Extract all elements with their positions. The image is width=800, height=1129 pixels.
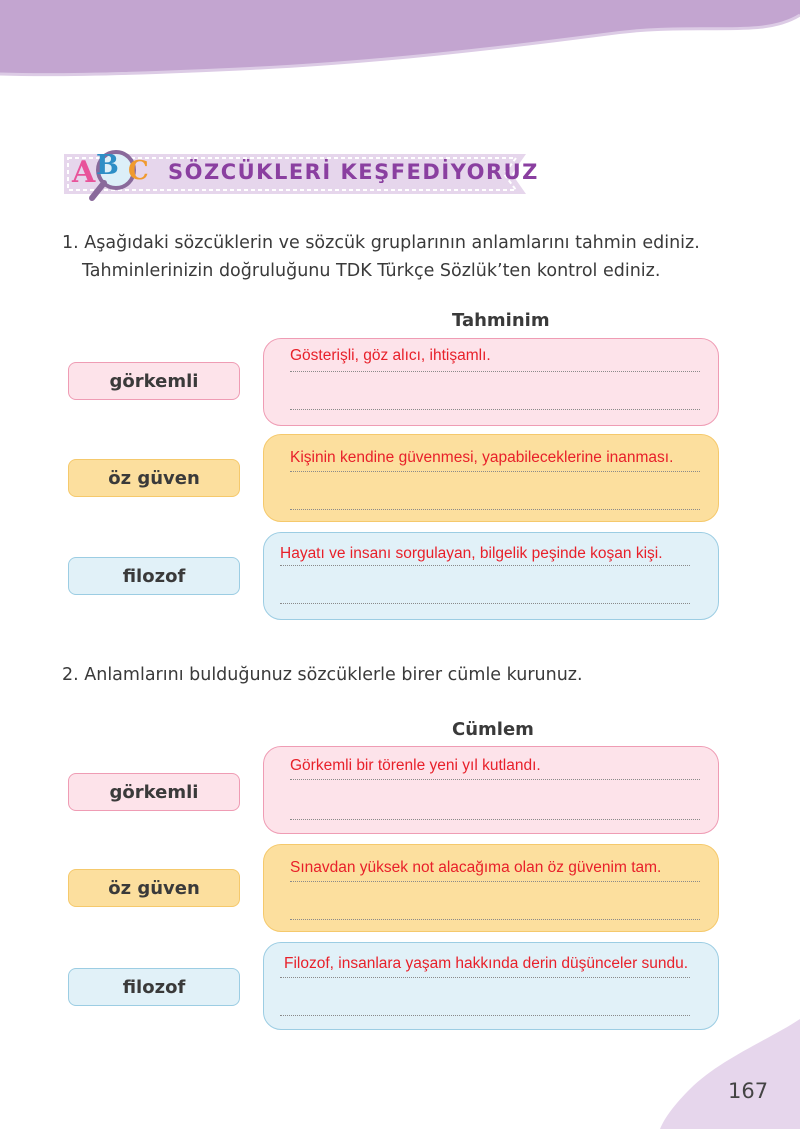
- dotted-line: [290, 819, 700, 820]
- logo-letter-b: B: [96, 150, 119, 181]
- sentence-text: Sınavdan yüksek not alacağıma olan öz güvenim tam.: [290, 859, 662, 876]
- dotted-line: [290, 779, 700, 780]
- logo-letter-a: A: [72, 155, 96, 190]
- word-tag-oz-guven: öz güven: [68, 459, 240, 497]
- dotted-line: [280, 1015, 690, 1016]
- sentence-text: Filozof, insanlara yaşam hakkında derin düşünceler sundu.: [284, 955, 689, 972]
- dotted-line: [290, 409, 700, 410]
- logo-letter-c: C: [128, 156, 149, 186]
- column-header-tahminim: Tahminim: [452, 310, 550, 331]
- top-wave-decoration: [0, 0, 800, 80]
- dotted-line: [280, 603, 690, 604]
- dotted-line: [290, 509, 700, 510]
- answer-text: Hayatı ve insanı sorgulayan, bilgelik peşinde koşan kişi.: [280, 545, 663, 562]
- corner-decoration: [660, 1019, 800, 1129]
- answer-box[interactable]: [263, 532, 719, 620]
- word-tag-filozof: filozof: [68, 968, 240, 1006]
- word-tag-gorkemli: görkemli: [68, 773, 240, 811]
- question1-line2: Tahminlerinizin doğruluğunu TDK Türkçe Sözlük’ten kontrol ediniz.: [82, 261, 661, 281]
- answer-text: Kişinin kendine güvenmesi, yapabileceklerine inanması.: [290, 449, 674, 466]
- dotted-line: [290, 471, 700, 472]
- column-header-cumlem: Cümlem: [452, 719, 534, 740]
- word-tag-gorkemli: görkemli: [68, 362, 240, 400]
- sentence-box[interactable]: [263, 844, 719, 932]
- sentence-box[interactable]: [263, 942, 719, 1030]
- dotted-line: [280, 565, 690, 566]
- question1-line1: 1. Aşağıdaki sözcüklerin ve sözcük gruplarının anlamlarını tahmin ediniz.: [62, 233, 700, 253]
- dotted-line: [280, 977, 690, 978]
- section-title: SÖZCÜKLERİ KEŞFEDİYORUZ: [168, 160, 539, 184]
- answer-box[interactable]: [263, 434, 719, 522]
- question2-line1: 2. Anlamlarını bulduğunuz sözcüklerle birer cümle kurunuz.: [62, 665, 583, 685]
- answer-box[interactable]: [263, 338, 719, 426]
- dotted-line: [290, 881, 700, 882]
- answer-text: Gösterişli, göz alıcı, ihtişamlı.: [290, 347, 491, 364]
- dotted-line: [290, 371, 700, 372]
- page-number: 167: [728, 1079, 769, 1103]
- sentence-text: Görkemli bir törenle yeni yıl kutlandı.: [290, 757, 541, 774]
- word-tag-filozof: filozof: [68, 557, 240, 595]
- dotted-line: [290, 919, 700, 920]
- word-tag-oz-guven: öz güven: [68, 869, 240, 907]
- sentence-box[interactable]: [263, 746, 719, 834]
